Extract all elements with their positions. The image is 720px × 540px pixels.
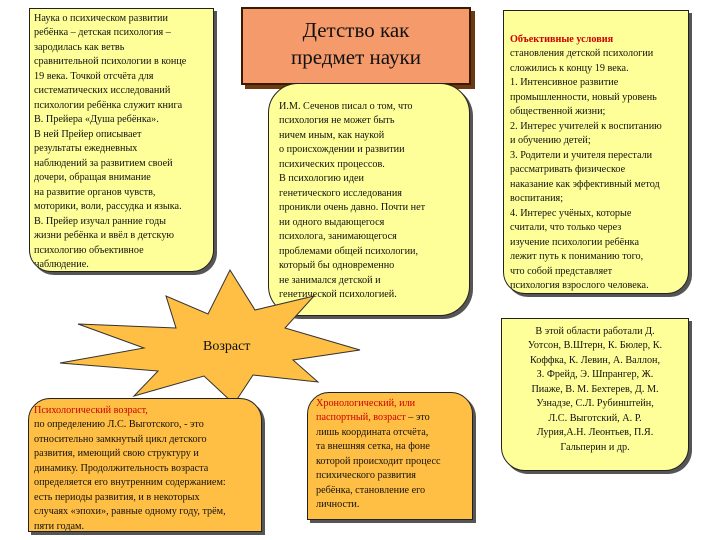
right-top-text-lines — [510, 47, 685, 293]
title-line-2: предмет науки — [291, 45, 421, 70]
text-line: Коффка, К. Левин, А. Валлон, — [529, 354, 661, 366]
text-line: наблюдений за развитием своей — [34, 157, 173, 169]
text-line: В. Прейер изучал ранние годы — [34, 215, 166, 227]
text-line: о происхождении и развитии — [279, 144, 405, 156]
text-line: считали, что только через — [510, 222, 622, 234]
text-line: становления детской психологии — [510, 48, 654, 60]
bottom-center-red-line-2: паспортный, возраст — [316, 412, 406, 424]
text-line: лишь координата отсчёта, — [316, 426, 429, 438]
text-line: личности. — [316, 499, 360, 511]
text-line: систематических исследований — [34, 85, 171, 97]
text-line: Л.С. Выготский, А. Р. — [548, 412, 642, 424]
text-line: дочери, обращая внимание — [34, 172, 151, 184]
text-line: Уотсон, В.Штерн, К. Бюлер, К. — [527, 340, 663, 352]
starburst-shape — [8, 262, 448, 412]
left-text-box — [29, 8, 214, 272]
bottom-center-line-2-suffix: – это — [405, 412, 430, 424]
text-line: и обучению детей; — [510, 135, 591, 147]
bottom-left-text-box — [28, 398, 262, 532]
age-label: Возраст — [203, 339, 251, 354]
text-line: промышленности, новый уровень — [510, 91, 657, 103]
text-line: зародилась как ветвь — [34, 41, 125, 53]
text-line: Узнадзе, С.Л. Рубинштейн, — [536, 398, 654, 410]
bottom-center-text-lines — [316, 426, 469, 513]
bottom-left-text-lines — [34, 418, 258, 532]
title-line-1: Детство как — [302, 18, 410, 42]
text-line: моторики, воли, рассудка и языка. — [34, 201, 182, 213]
bottom-center-red-line-1: Хронологический, или — [316, 398, 416, 409]
text-line: что собой представляет — [510, 265, 613, 277]
text-line: результаты ежедневных — [34, 143, 138, 155]
text-line: 1. Интенсивное развитие — [510, 77, 619, 89]
text-line: 19 века. Точкой отсчёта для — [34, 70, 154, 82]
text-line: развития, имеющий свою структуру и — [34, 448, 199, 460]
text-line: на развитие органов чувств, — [34, 186, 156, 198]
text-line: В этой области работали Д. — [535, 326, 655, 337]
text-line: И.М. Сеченов писал о том, что — [279, 101, 413, 112]
right-bottom-text-box — [501, 318, 689, 471]
text-line: З. Фрейд, Э. Шпрангер, Ж. — [536, 369, 654, 381]
text-line: которой происходит процесс — [316, 455, 441, 467]
text-line: ребёнка – детская психология – — [34, 27, 171, 39]
text-line: сравнительной психологии в конце — [34, 56, 187, 68]
text-line: психолога, занимающегося — [279, 231, 397, 243]
bottom-center-text-box — [307, 392, 473, 520]
text-line: не занимался детской и — [279, 274, 381, 286]
text-line: ни одного выдающегося — [279, 216, 385, 228]
text-line: есть периоды развития, и в некоторых — [34, 491, 200, 503]
text-line: генетического исследования — [279, 187, 402, 199]
text-line: В. Прейера «Душа ребёнка». — [34, 114, 159, 126]
text-line: психологию объективное — [34, 244, 144, 256]
bottom-left-heading: Психологический возраст, — [34, 405, 148, 416]
text-line: лежит путь к пониманию того, — [510, 251, 644, 263]
text-line: психология не может быть — [279, 115, 395, 127]
bottom-center-line-2 — [316, 411, 469, 425]
age-starburst — [8, 262, 448, 412]
text-line: Пиаже, В. М. Бехтерев, Д. М. — [531, 383, 659, 395]
text-line: В психологию идеи — [279, 173, 365, 185]
text-line: 2. Интерес учителей к воспитанию — [510, 120, 662, 132]
text-line: рассматривать физическое — [510, 164, 626, 176]
right-bottom-text-lines — [506, 325, 684, 455]
right-top-text-box — [503, 10, 689, 294]
text-line: В ней Прейер описывает — [34, 128, 142, 140]
right-top-heading: Объективные условия — [510, 34, 614, 45]
text-line: 4. Интерес учёных, которые — [510, 207, 632, 219]
text-line: 3. Родители и учителя перестали — [510, 149, 653, 161]
text-line: психических процессов. — [279, 158, 385, 170]
text-line: случаях «эпохи», равные одному году, трём, — [34, 506, 226, 518]
text-line: который бы одновременно — [279, 260, 395, 272]
page-title — [241, 7, 471, 85]
text-line: психического развития — [316, 470, 416, 482]
text-line: проблемами общей психологии, — [279, 245, 419, 257]
text-line: психология взрослого человека. — [510, 280, 649, 292]
left-text-lines — [34, 12, 209, 272]
text-line: воспитания; — [510, 193, 564, 205]
text-line: ребёнка, становление его — [316, 484, 426, 496]
text-line: та внешняя сетка, на фоне — [316, 441, 430, 453]
text-line: изучение психологии ребёнка — [510, 236, 639, 248]
text-line: сложились к концу 19 века. — [510, 62, 629, 74]
text-line: наказание как эффективный метод — [510, 178, 660, 190]
text-line: наблюдение. — [34, 259, 89, 271]
text-line: динамику. Продолжительность возраста — [34, 462, 209, 474]
text-line: Лурия,А.Н. Леонтьев, П.Я. — [536, 427, 654, 439]
text-line: общественной жизни; — [510, 106, 606, 118]
text-line: генетической психологией. — [279, 289, 397, 301]
text-line: определяется его внутренним содержанием: — [34, 477, 226, 489]
text-line: по определению Л.С. Выготского, - это — [34, 419, 204, 431]
text-line: Гальперин и др. — [560, 441, 630, 453]
text-line: относительно замкнутый цикл детского — [34, 433, 207, 445]
text-line: психологии ребёнка служит книга — [34, 99, 183, 111]
text-line: ничем иным, как наукой — [279, 129, 385, 141]
text-line: жизни ребёнка и ввёл в детскую — [34, 230, 175, 242]
text-line: пяти годам. — [34, 520, 85, 532]
text-line: Наука о психическом развитии — [34, 13, 168, 24]
text-line: проникли очень давно. Почти нет — [279, 202, 426, 214]
